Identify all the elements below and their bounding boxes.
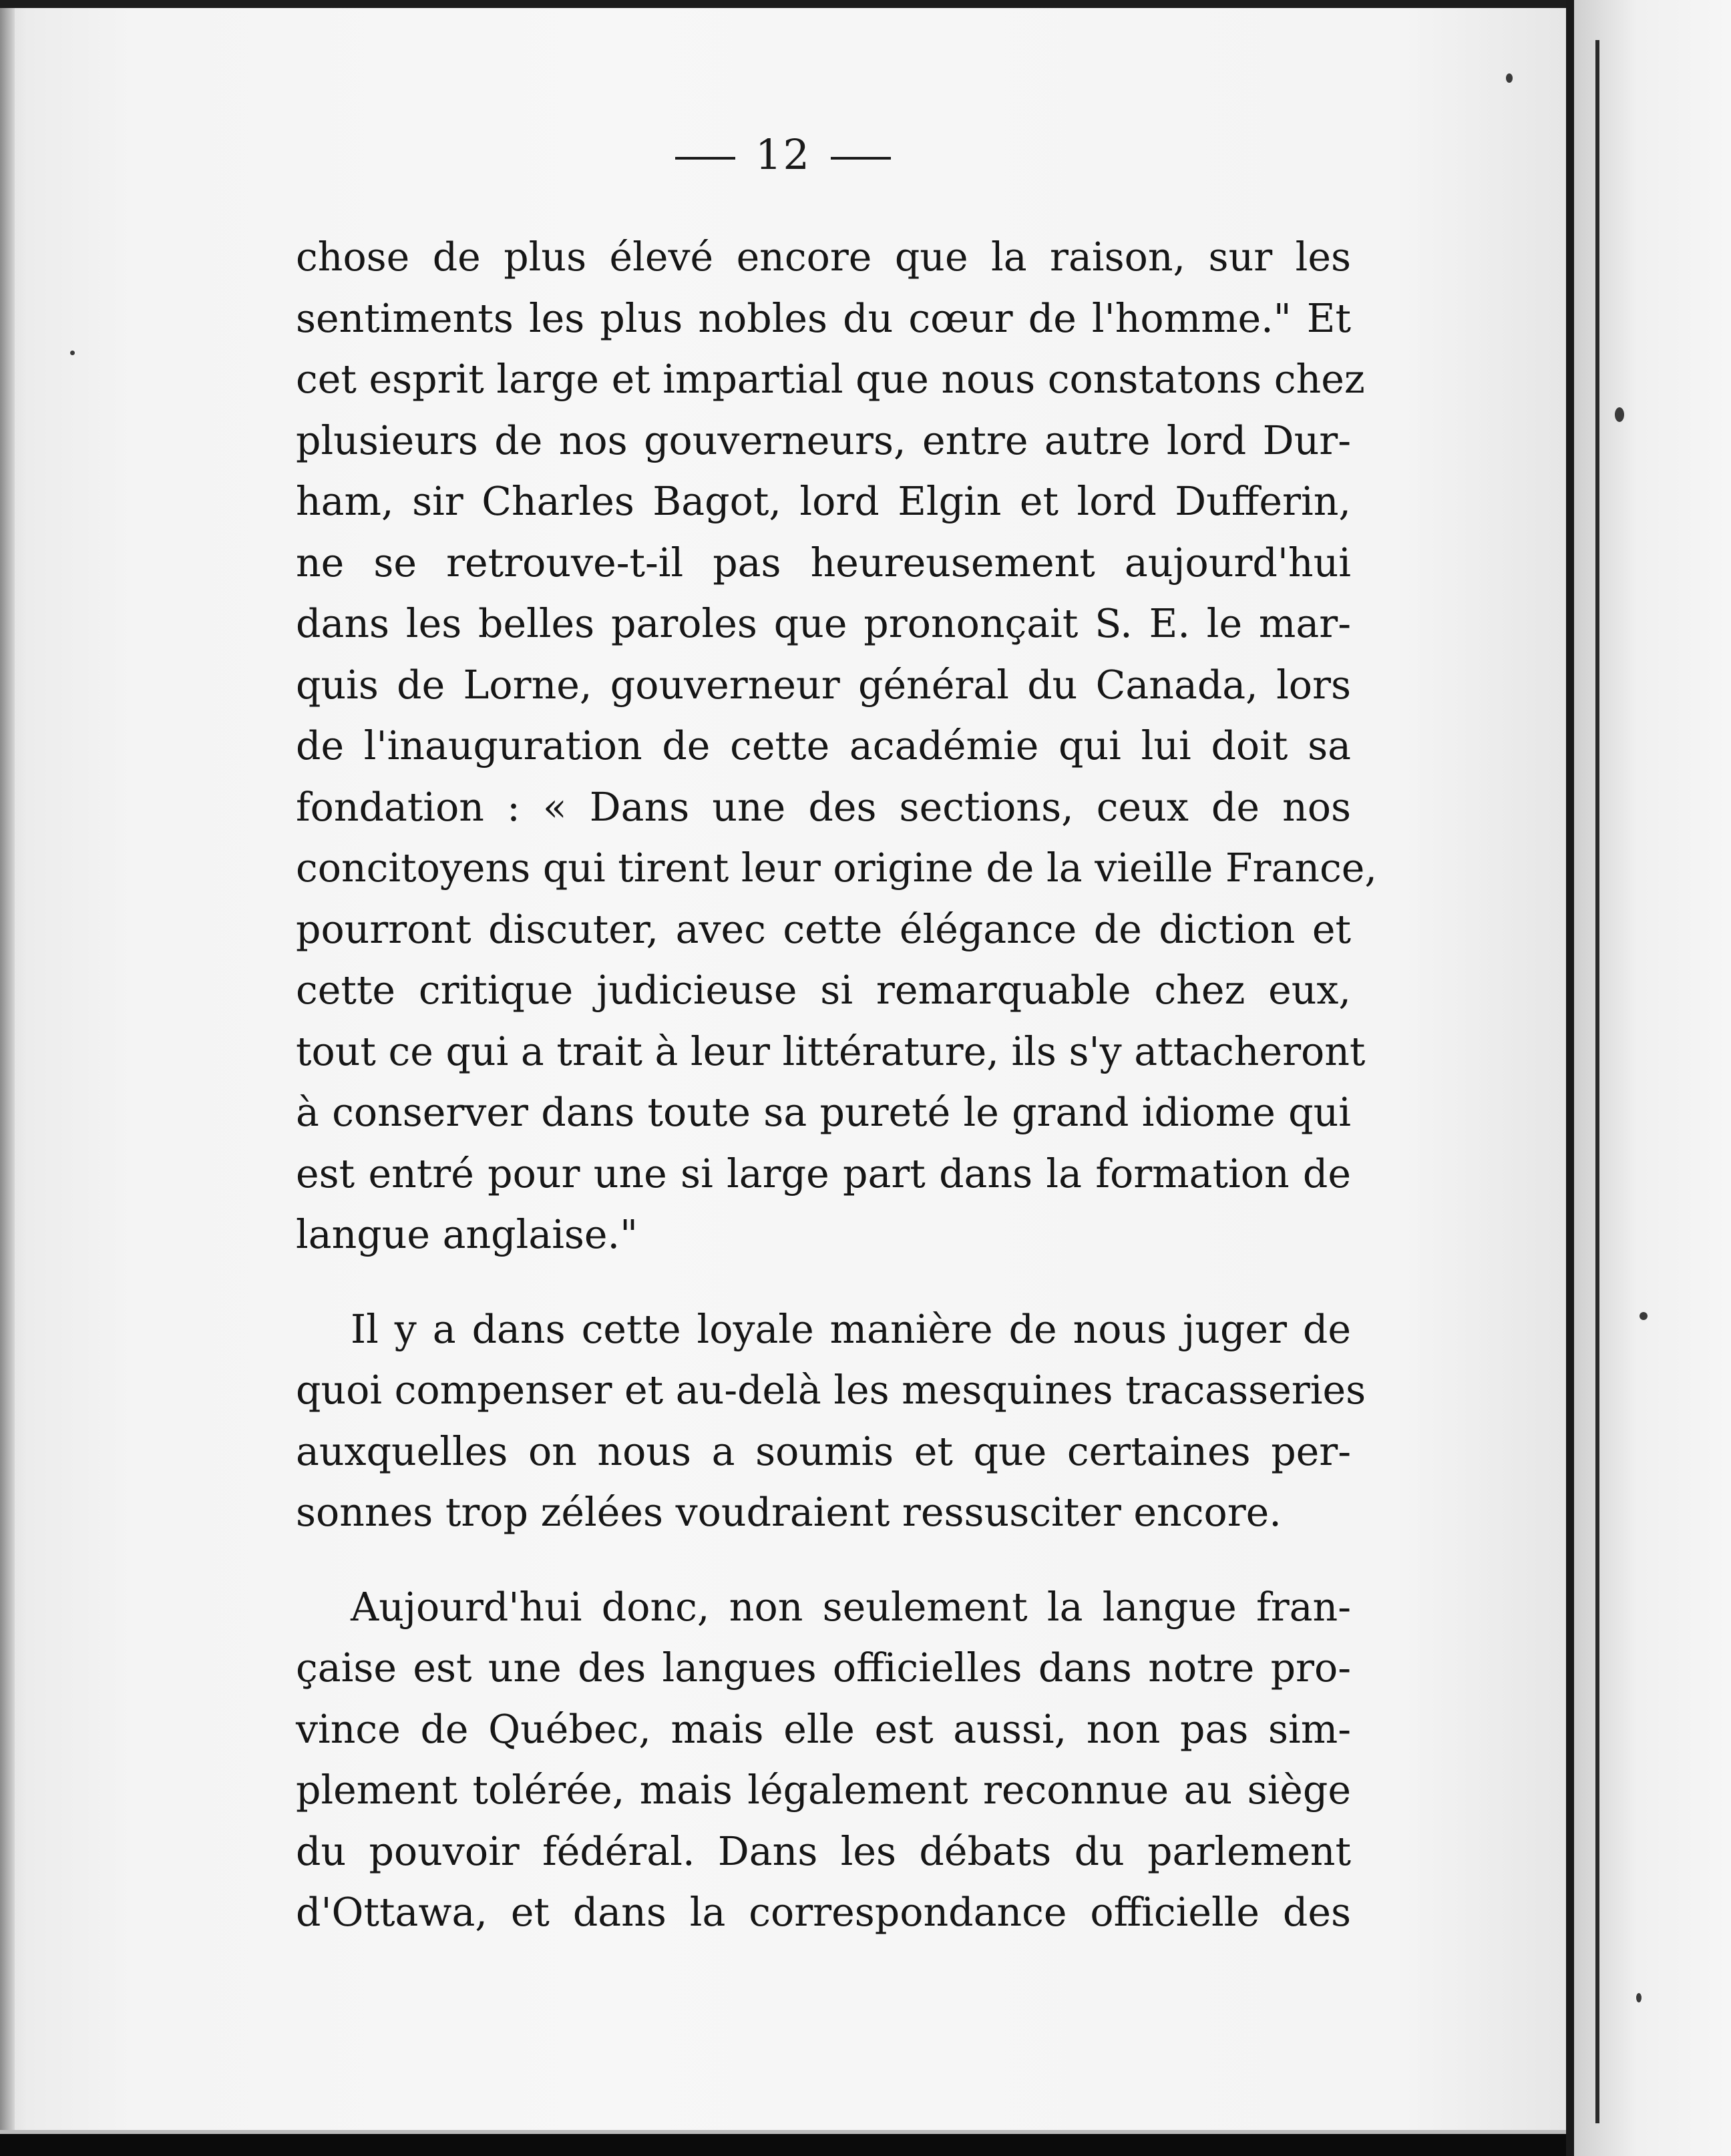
text-line: d'Ottawa, et dans la correspondance officielle des [296, 1890, 1351, 1935]
paragraph-gap [296, 1544, 1351, 1577]
text-line: sentiments les plus nobles du cœur de l'homme." Et [296, 295, 1351, 341]
book-binding-gutter [1566, 0, 1574, 2156]
text-line: plusieurs de nos gouverneurs, entre autre lord Dur- [296, 417, 1351, 463]
paragraph-gap [296, 1266, 1351, 1299]
text-line: chose de plus élevé encore que la raison, sur les [296, 234, 1351, 280]
page-left-edge-shadow [0, 8, 15, 2130]
speck [1640, 1312, 1648, 1320]
speck [70, 351, 75, 355]
text-line: cet esprit large et impartial que nous constatons chez [296, 357, 1365, 402]
page-header [0, 130, 1566, 179]
text-line: vince de Québec, mais elle est aussi, non pas sim- [296, 1706, 1351, 1752]
speck [1506, 73, 1513, 83]
text-line: ne se retrouve-t-il pas heureusement aujourd'hui [296, 540, 1351, 586]
text-line: sonnes trop zélées voudraient ressusciter encore. [296, 1490, 1282, 1535]
text-line: çaise est une des langues officielles dans notre pro- [296, 1645, 1351, 1691]
text-line: à conserver dans toute sa pureté le grand idiome qui [296, 1090, 1351, 1135]
text-line: langue anglaise." [296, 1212, 638, 1257]
paragraph-1 [296, 227, 1378, 1266]
speck [1636, 1993, 1642, 2002]
text-line: Aujourd'hui donc, non seulement la langue fran- [351, 1584, 1351, 1630]
text-line: tout ce qui a trait à leur littérature, ils s'y attacheront [296, 1028, 1366, 1074]
text-line: est entré pour une si large part dans la formation de [296, 1150, 1351, 1197]
text-line: quoi compenser et au-delà les mesquines tracasseries [296, 1367, 1366, 1413]
text-line: cette critique judicieuse si remarquable chez eux, [296, 967, 1351, 1013]
adjacent-page-rule [1595, 40, 1599, 2123]
text-line: dans les belles paroles que prononçait S. E. le mar- [296, 601, 1351, 646]
text-line: ham, sir Charles Bagot, lord Elgin et lord Dufferin, [296, 479, 1351, 524]
text-line: pourront discuter, avec cette élégance de diction et [296, 906, 1351, 952]
text-line: plement tolérée, mais légalement reconnue au siège [296, 1767, 1351, 1813]
text-line: du pouvoir fédéral. Dans les débats du parlement [296, 1828, 1351, 1874]
text-line: quis de Lorne, gouverneur général du Canada, lors [296, 662, 1351, 708]
text-line: concitoyens qui tirent leur origine de la vieille France, [296, 845, 1378, 891]
text-line: de l'inauguration de cette académie qui lui doit sa [296, 723, 1351, 769]
adjacent-page-edge [1574, 0, 1731, 2156]
header-dash-left [675, 157, 735, 160]
scan-top-border [0, 0, 1731, 8]
text-line: auxquelles on nous a soumis et que certaines per- [296, 1428, 1351, 1474]
paragraph-3 [296, 1577, 1351, 1944]
body-text [296, 227, 1378, 1944]
page-number: 12 [755, 130, 811, 179]
paragraph-2 [296, 1299, 1366, 1544]
speck [1615, 407, 1624, 422]
header-dash-right [831, 157, 891, 160]
text-line: Il y a dans cette loyale manière de nous juger de [351, 1306, 1351, 1352]
text-line: fondation : « Dans une des sections, ceux de nos [296, 784, 1351, 830]
